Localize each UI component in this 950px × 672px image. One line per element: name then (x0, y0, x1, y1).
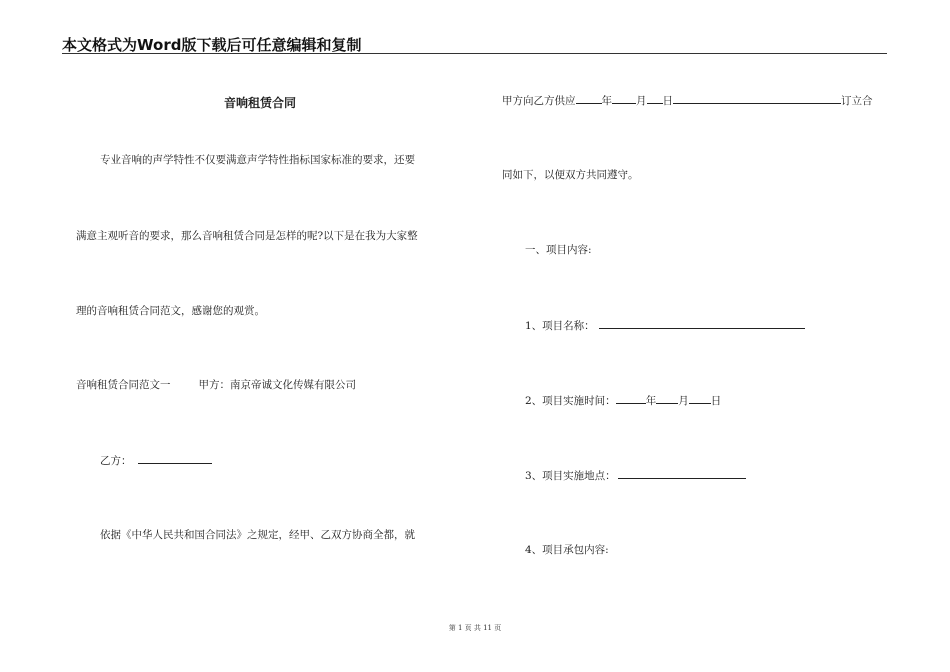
project-location-label: 3、项目实施地点： (525, 470, 616, 482)
day-label: 日 (662, 95, 673, 107)
year-blank (576, 93, 602, 104)
party-b-label: 乙方： (100, 455, 132, 467)
project-location-blank (618, 468, 746, 479)
page-number-footer: 第 1 页 共 11 页 (448, 624, 502, 632)
project-name-blank (599, 318, 805, 329)
party-a: 甲方：南京帝诚文化传媒有限公司 (198, 379, 356, 391)
page-header-title: 本文格式为Word版下载后可任意编辑和复制 (62, 36, 362, 54)
left-paragraph-6: 依据《中华人民共和国合同法》之规定，经甲、乙双方协商全都，就 (100, 529, 415, 541)
month-blank (612, 93, 636, 104)
right-paragraph-3: 一、项目内容: (525, 244, 592, 256)
year-label: 年 (601, 95, 612, 107)
left-paragraph-3: 理的音响租赁合同范文，感谢您的观赏。 (76, 305, 265, 317)
right-paragraph-1 (502, 93, 873, 108)
header-divider (62, 53, 887, 54)
right-paragraph-4 (525, 318, 805, 333)
project-time-label: 2、项目实施时间： (525, 395, 616, 407)
time-year-blank (616, 393, 646, 404)
time-month-label: 月 (678, 395, 689, 407)
sign-text: 订立合 (841, 95, 873, 107)
supply-text: 甲方向乙方供应 (502, 95, 576, 107)
right-paragraph-7: 4、项目承包内容: (525, 544, 609, 556)
party-b-blank (138, 453, 212, 464)
right-paragraph-2: 同如下，以便双方共同遵守。 (502, 169, 639, 181)
right-paragraph-6 (525, 468, 746, 483)
document-title: 音响租赁合同 (223, 96, 296, 110)
left-paragraph-5 (100, 453, 212, 468)
time-day-label: 日 (710, 395, 722, 407)
month-label: 月 (636, 95, 647, 107)
time-year-label: 年 (645, 395, 657, 407)
sample-heading: 音响租赁合同范文一 (76, 379, 171, 391)
day-blank (647, 93, 663, 104)
time-month-blank (656, 393, 678, 404)
purpose-blank (673, 93, 841, 104)
right-paragraph-5 (525, 393, 721, 408)
left-paragraph-2: 满意主观听音的要求，那么音响租赁合同是怎样的呢?以下是在我为大家整 (76, 230, 418, 242)
left-paragraph-1: 专业音响的声学特性不仅要满意声学特性指标国家标准的要求，还要 (100, 154, 415, 166)
left-paragraph-4 (76, 378, 356, 392)
time-day-blank (689, 393, 711, 404)
project-name-label: 1、项目名称： (525, 320, 595, 332)
